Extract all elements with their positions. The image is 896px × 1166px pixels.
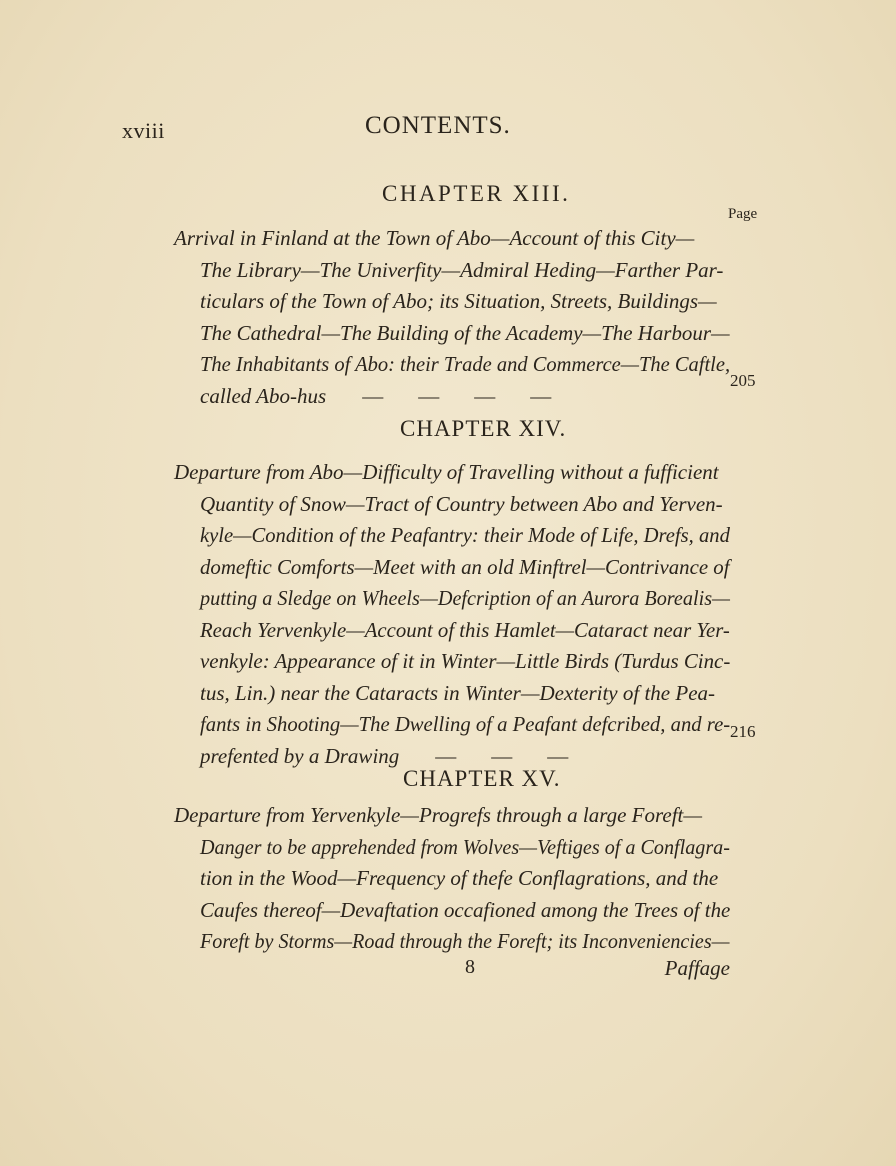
summary-line: Departure from Yervenkyle—Progrefs through a large Foreft—	[174, 803, 703, 827]
leader-dashes: — — — —	[362, 383, 552, 408]
page-reference-14: 216	[730, 722, 756, 741]
summary-line: putting a Sledge on Wheels—Defcription of an Aurora Borealis—	[200, 586, 731, 610]
summary-line: The Inhabitants of Abo: their Trade and Commerce—The Caftle,	[200, 352, 731, 376]
summary-line-text: called Abo-hus	[200, 383, 327, 408]
summary-line: The Library—The Univerfity—Admiral Heding—Farther Par-	[200, 257, 724, 282]
summary-line: ticulars of the Town of Abo; its Situation, Streets, Buildings—	[200, 289, 717, 313]
summary-line-text: prefented by a Drawing	[200, 743, 400, 768]
chapter-14-summary	[174, 457, 731, 772]
summary-line: Reach Yervenkyle—Account of this Hamlet—Cataract near Yer-	[200, 617, 730, 642]
running-head	[0, 112, 896, 148]
chapter-heading-15: CHAPTER XV.	[403, 766, 561, 791]
page-number: xviii	[122, 118, 165, 143]
summary-last-line	[200, 381, 730, 413]
summary-line: Foreft by Storms—Road through the Foreft; its Inconveniencies—	[200, 929, 730, 953]
running-title: CONTENTS.	[365, 112, 511, 139]
summary-line: tion in the Wood—Frequency of thefe Conflagrations, and the	[200, 866, 719, 890]
page-footer	[200, 956, 730, 986]
summary-line: The Cathedral—The Building of the Academy—The Harbour—	[200, 320, 730, 345]
page-column-label: Page	[728, 206, 758, 222]
summary-line: domeftic Comforts—Meet with an old Minftrel—Contrivance of	[200, 554, 730, 579]
signature-mark: 8	[465, 956, 475, 978]
chapter-heading-13: CHAPTER XIII.	[382, 181, 571, 206]
summary-line: kyle—Condition of the Peafantry: their Mode of Life, Drefs, and	[200, 523, 730, 547]
summary-line: Caufes thereof—Devaftation occafioned among the Trees of the	[200, 897, 731, 922]
summary-line: Quantity of Snow—Tract of Country between Abo and Yerven-	[200, 491, 723, 516]
page-reference-13: 205	[730, 371, 756, 390]
summary-line: Danger to be apprehended from Wolves—Veftiges of a Conflagra-	[200, 834, 730, 859]
summary-line: fants in Shooting—The Dwelling of a Peafant defcribed, and re-	[200, 712, 731, 736]
chapter-13-summary	[174, 223, 731, 412]
summary-line: Departure from Abo—Difficulty of Travelling without a fufficient	[174, 460, 719, 484]
leader-dashes: — — —	[435, 743, 569, 768]
chapter-15-summary	[174, 800, 731, 958]
summary-line: Arrival in Finland at the Town of Abo—Account of this City—	[174, 226, 695, 250]
summary-line: venkyle: Appearance of it in Winter—Little Birds (Turdus Cinc-	[200, 649, 731, 673]
summary-line: tus, Lin.) near the Cataracts in Winter—Dexterity of the Pea-	[200, 680, 716, 705]
chapter-heading-14: CHAPTER XIV.	[400, 416, 567, 441]
catchword: Paffage	[664, 956, 730, 980]
